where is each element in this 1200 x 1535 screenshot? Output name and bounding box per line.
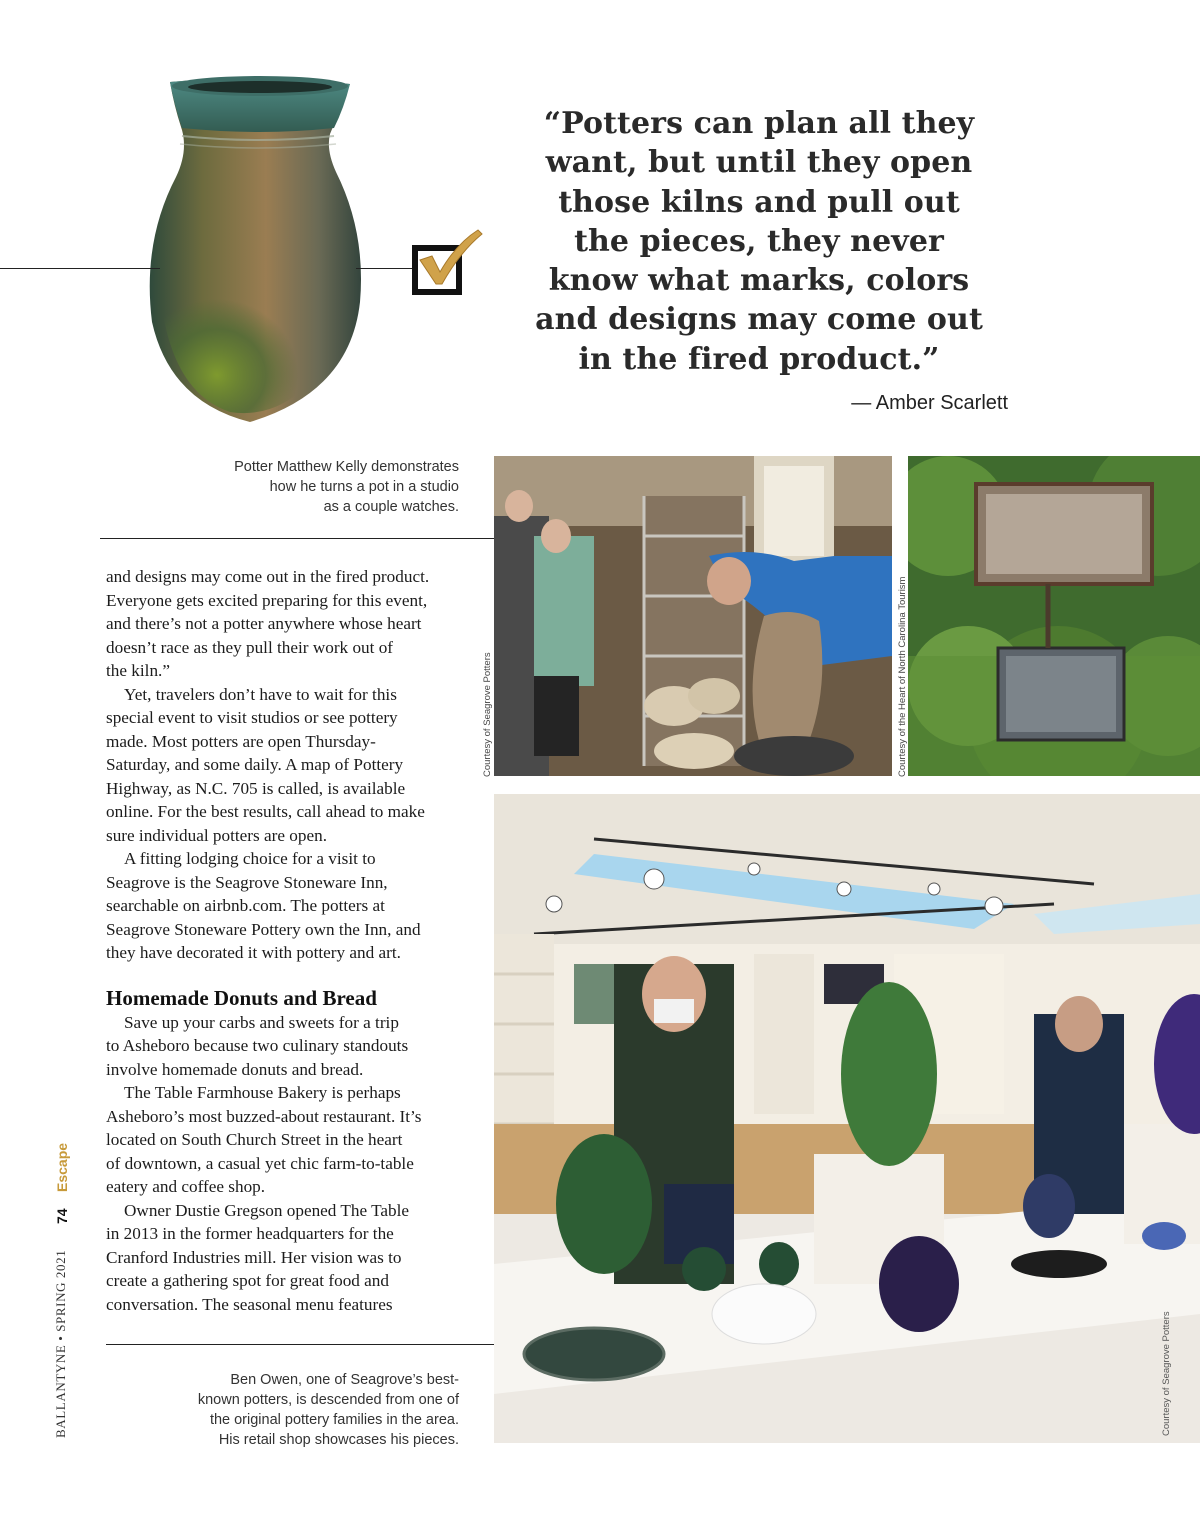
text-line: and designs may come out in the fired product. bbox=[106, 567, 430, 586]
pull-quote-line: the pieces, they never bbox=[574, 223, 944, 259]
text-line: eatery and coffee shop. bbox=[106, 1177, 266, 1196]
section-subhead: Homemade Donuts and Bread bbox=[106, 985, 377, 1010]
text-line: Seagrove Stoneware Pottery own the Inn, and bbox=[106, 919, 421, 939]
photo-credit-sign: Courtesy of the Heart of North Carolina Tourism bbox=[897, 576, 908, 777]
caption-line: known potters, is descended from one of bbox=[197, 1392, 459, 1408]
photo-credit-gallery: Courtesy of Seagrove Potters bbox=[1161, 1311, 1172, 1436]
paragraph bbox=[106, 565, 472, 683]
folio-section-label: Escape bbox=[54, 1142, 70, 1192]
pull-quote bbox=[528, 104, 990, 379]
text-line: Seagrove is the Seagrove Stoneware Inn, bbox=[106, 872, 388, 892]
paragraph bbox=[106, 1011, 472, 1082]
text-line: Owner Dustie Gregson opened The Table bbox=[124, 1200, 410, 1220]
photo-caption-studio bbox=[150, 457, 459, 517]
pull-quote-line: know what marks, colors bbox=[548, 263, 970, 299]
text-line: Yet, travelers don’t have to wait for this bbox=[124, 684, 397, 704]
text-line: sure individual potters are open. bbox=[106, 825, 327, 845]
text-line: conversation. The seasonal menu features bbox=[106, 1294, 393, 1314]
rule-below-body bbox=[106, 1344, 494, 1345]
paragraph bbox=[106, 1081, 472, 1199]
rule-right-of-vase bbox=[356, 268, 412, 269]
text-line: The Table Farmhouse Bakery is perhaps bbox=[124, 1083, 401, 1102]
text-line: located on South Church Street in the heart bbox=[106, 1130, 403, 1149]
rule-left-of-vase bbox=[0, 268, 160, 269]
text-line: online. For the best results, call ahead to make bbox=[106, 802, 425, 821]
text-line: special event to visit studios or see pottery bbox=[106, 708, 398, 727]
gallery-photo bbox=[494, 794, 1200, 1443]
quote-attribution: — Amber Scarlett bbox=[851, 392, 1008, 414]
text-line: the kiln.” bbox=[106, 661, 170, 680]
text-line: Saturday, and some daily. A map of Pottery bbox=[106, 755, 404, 774]
text-line: A fitting lodging choice for a visit to bbox=[124, 849, 376, 868]
caption-line: Ben Owen, one of Seagrove’s best- bbox=[230, 1372, 459, 1388]
paragraph bbox=[106, 1199, 472, 1317]
text-line: of downtown, a casual yet chic farm-to-table bbox=[106, 1153, 414, 1173]
text-line: Save up your carbs and sweets for a trip bbox=[124, 1012, 399, 1032]
caption-line: His retail shop showcases his pieces. bbox=[218, 1432, 459, 1448]
caption-line: the original pottery families in the area. bbox=[209, 1412, 459, 1428]
vase-image bbox=[130, 72, 370, 432]
sign-photo bbox=[908, 456, 1200, 776]
pull-quote-line: in the fired product.” bbox=[578, 341, 940, 377]
article-body bbox=[106, 565, 472, 1316]
text-line: in 2013 in the former headquarters for the bbox=[106, 1224, 394, 1243]
paragraph bbox=[106, 847, 472, 965]
text-line: involve homemade donuts and bread. bbox=[106, 1059, 364, 1079]
pull-quote-line: want, but until they open bbox=[545, 145, 973, 181]
text-line: create a gathering spot for great food and bbox=[106, 1271, 389, 1290]
text-line: they have decorated it with pottery and art. bbox=[106, 943, 401, 962]
folio-magazine-issue: BALLANTYNE • SPRING 2021 bbox=[53, 1249, 68, 1438]
pull-quote-line: “Potters can plan all they bbox=[543, 106, 975, 141]
pull-quote-line: those kilns and pull out bbox=[558, 184, 960, 220]
checkmark-icon bbox=[412, 226, 486, 292]
text-line: doesn’t race as they pull their work out of bbox=[106, 637, 394, 657]
text-line: searchable on airbnb.com. The potters at bbox=[106, 896, 385, 915]
text-line: Highway, as N.C. 705 is called, is available bbox=[106, 778, 406, 798]
rule-above-body bbox=[100, 538, 494, 539]
caption-line: as a couple watches. bbox=[323, 499, 459, 515]
caption-line: how he turns a pot in a studio bbox=[269, 479, 459, 495]
text-line: and there’s not a potter anywhere whose heart bbox=[106, 614, 422, 633]
photo-credit-studio: Courtesy of Seagrove Potters bbox=[482, 652, 493, 777]
photo-caption-gallery bbox=[118, 1370, 459, 1450]
text-line: to Asheboro because two culinary standouts bbox=[106, 1036, 409, 1055]
studio-photo bbox=[494, 456, 892, 776]
text-line: made. Most potters are open Thursday- bbox=[106, 731, 376, 751]
text-line: Asheboro’s most buzzed-about restaurant. It’s bbox=[106, 1106, 422, 1126]
caption-line: Potter Matthew Kelly demonstrates bbox=[234, 459, 459, 475]
paragraph bbox=[106, 683, 472, 848]
text-line: Everyone gets excited preparing for this event, bbox=[106, 590, 428, 610]
folio-page-number: 74 bbox=[54, 1208, 70, 1224]
text-line: Cranford Industries mill. Her vision was to bbox=[106, 1247, 402, 1267]
pull-quote-line: and designs may come out bbox=[535, 302, 983, 338]
